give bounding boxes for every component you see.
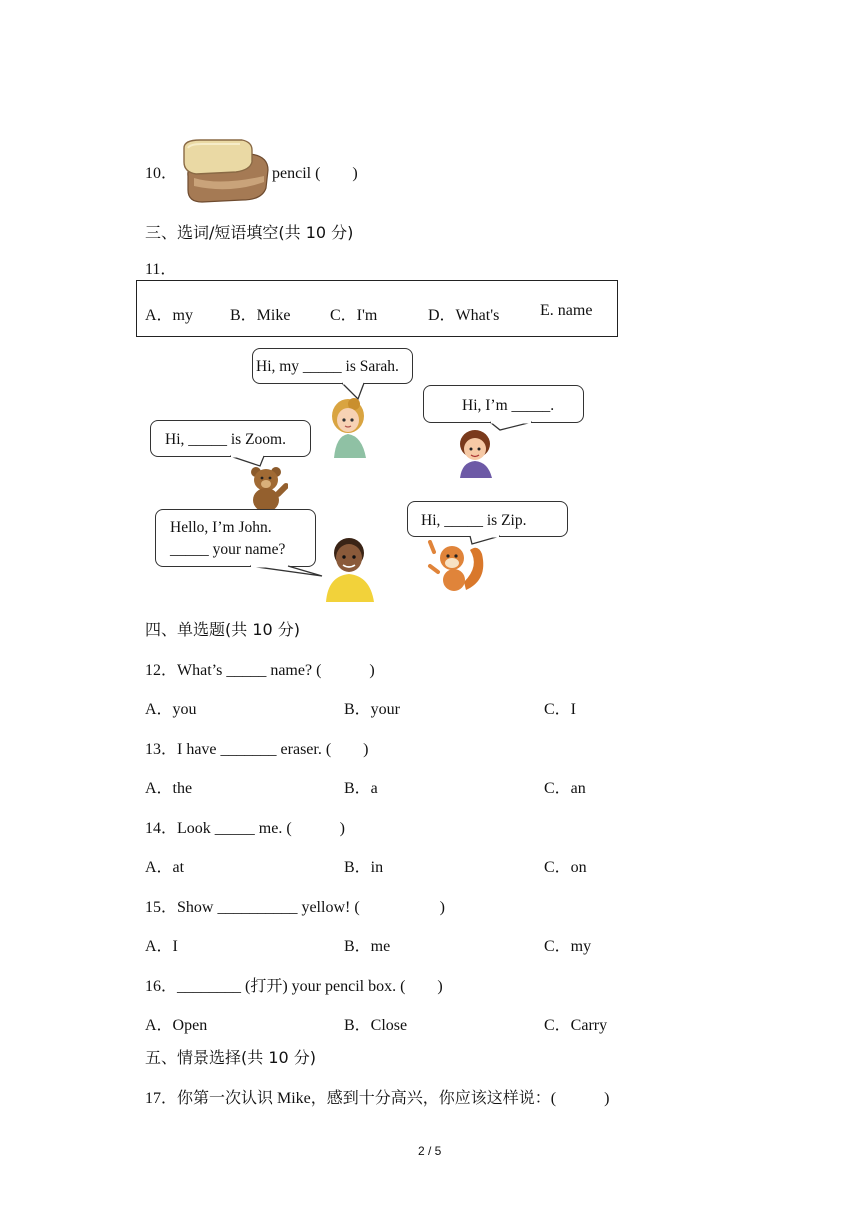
q12-option-b: B．your — [344, 701, 401, 718]
section-3-title: 三、选词/短语填空(共 10 分) — [145, 223, 354, 242]
q13-option-c: C．an — [544, 780, 586, 797]
q16-option-c: C．Carry — [544, 1017, 608, 1034]
q12-stem: 12．What’s _____ name? ( ) — [145, 662, 375, 679]
pencil-box-image — [180, 136, 272, 206]
q12-option-c: C．I — [544, 701, 577, 718]
speech-text-john-line2: _____ your name? — [170, 541, 286, 558]
q16-stem: 16．________ (打开) your pencil box. ( ) — [145, 978, 443, 995]
sarah-girl-image — [328, 398, 370, 458]
word-bank-option-d: D．What's — [428, 307, 500, 324]
boy-image — [456, 428, 496, 478]
q14-stem: 14．Look _____ me. ( ) — [145, 820, 345, 837]
q12-option-a: A．you — [145, 701, 197, 718]
q13-option-b: B．a — [344, 780, 378, 797]
q16-option-a: A．Open — [145, 1017, 208, 1034]
speech-text-sarah: Hi, my _____ is Sarah. — [256, 358, 399, 375]
section-5-title: 五、情景选择(共 10 分) — [145, 1048, 317, 1067]
q17-stem: 17．你第一次认识 Mike，感到十分高兴，你应该这样说：( ) — [145, 1090, 610, 1107]
speech-text-zip: Hi, _____ is Zip. — [421, 512, 527, 529]
q11-number: 11． — [145, 261, 177, 278]
word-bank-option-a: A．my — [145, 307, 194, 324]
page-number: 2 / 5 — [418, 1144, 442, 1158]
section-4-title: 四、单选题(共 10 分) — [145, 620, 301, 639]
speech-text-zoom: Hi, _____ is Zoom. — [165, 431, 286, 448]
q10-text: pencil ( ) — [272, 165, 358, 182]
zoom-bear-image — [246, 464, 288, 512]
q15-option-c: C．my — [544, 938, 592, 955]
q15-option-a: A．I — [145, 938, 178, 955]
q13-option-a: A．the — [145, 780, 193, 797]
q14-option-b: B．in — [344, 859, 384, 876]
q14-option-c: C．on — [544, 859, 587, 876]
speech-bubble-zoom — [150, 420, 311, 457]
speech-bubble-zip — [407, 501, 568, 537]
zip-squirrel-image — [426, 540, 488, 592]
word-bank-option-c: C．I'm — [330, 307, 378, 324]
q14-option-a: A．at — [145, 859, 185, 876]
q10-number: 10． — [145, 165, 178, 182]
speech-text-boy: Hi, I’m _____. — [462, 397, 555, 414]
q15-stem: 15．Show __________ yellow! ( ) — [145, 899, 445, 916]
word-bank-option-e: E. name — [540, 302, 593, 319]
bubble-tail-boy — [490, 422, 540, 434]
q15-option-b: B．me — [344, 938, 391, 955]
q16-option-b: B．Close — [344, 1017, 408, 1034]
bubble-tail-john — [250, 566, 330, 580]
speech-bubble-sarah — [252, 348, 413, 384]
john-boy-image — [322, 536, 378, 602]
q13-stem: 13．I have _______ eraser. ( ) — [145, 741, 369, 758]
speech-bubble-john — [155, 509, 316, 567]
word-bank-option-b: B．Mike — [230, 307, 291, 324]
speech-text-john-line1: Hello, I’m John. — [170, 519, 272, 536]
speech-bubble-boy — [423, 385, 584, 423]
